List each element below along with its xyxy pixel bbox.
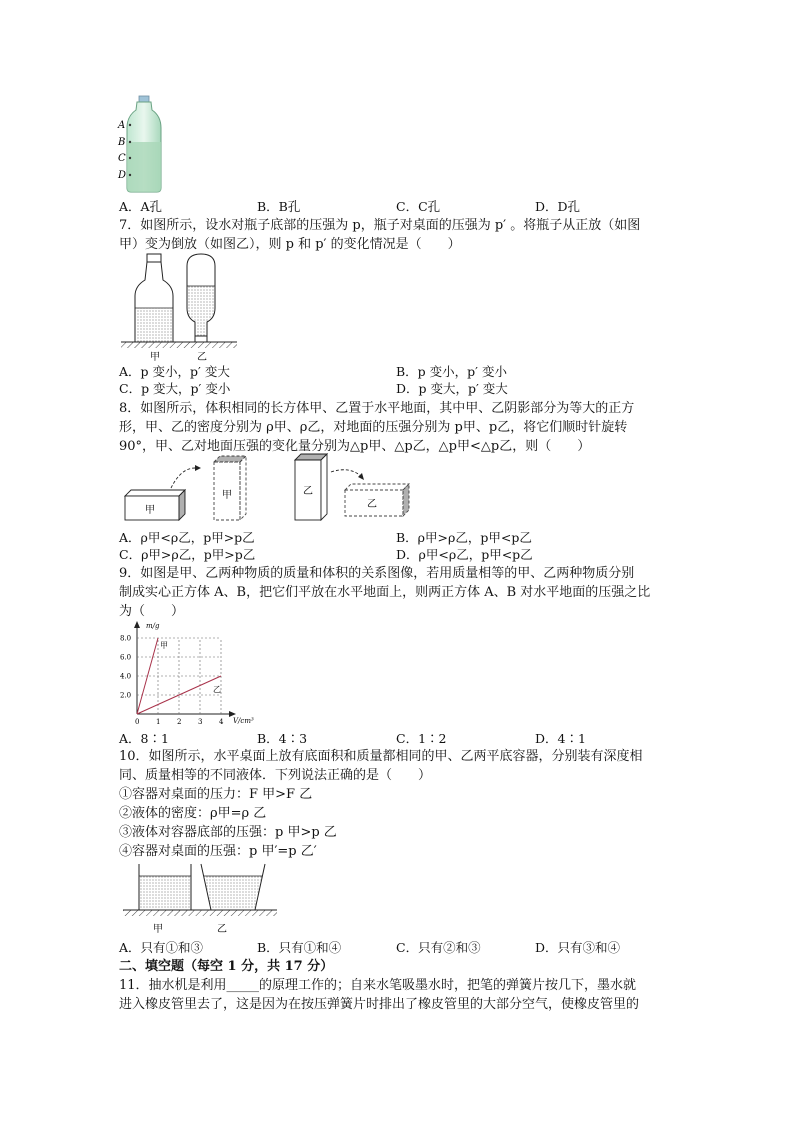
y-tick-label: 2.0 xyxy=(120,691,132,700)
q8-stem-line2: 形，甲、乙的密度分别为 ρ甲、ρ乙，对地面的压强分别为 p甲、p乙，将它们顺时针旋转 xyxy=(119,420,628,435)
q6-option-c: C．C孔 xyxy=(396,199,441,214)
q6-option-a: A．A孔 xyxy=(119,199,163,214)
q7-table xyxy=(121,342,237,348)
x-tick-label: 1 xyxy=(156,718,161,726)
q8-blocks-figure xyxy=(119,452,419,526)
q8-stem-line3: 90°，甲、乙对地面压强的变化量分别为△p甲、△p乙，△p甲<△p乙，则（ ） xyxy=(119,439,591,454)
q8-option-c: C．ρ甲>ρ乙，p甲>p乙 xyxy=(119,547,256,562)
q10-statement-3: ③液体对容器底部的压强：p 甲>p 乙 xyxy=(119,825,337,840)
bottle-label-d: D xyxy=(118,170,127,181)
q8-label-yi-1: 乙 xyxy=(303,486,313,497)
q8-option-a: A．ρ甲<ρ乙，p甲>p乙 xyxy=(119,530,255,545)
hole-d xyxy=(129,174,131,176)
section-heading: 二、填空题（每空 1 分，共 17 分） xyxy=(119,959,334,974)
bottle-cap xyxy=(139,96,149,102)
q7-stem-line2: 甲）变为倒放（如图乙），则 p 和 p′ 的变化情况是（ ） xyxy=(119,237,461,252)
q10-option-b: B．只有①和④ xyxy=(257,940,342,955)
q9-stem-line2: 制成实心正方体 A、B，把它们平放在水平地面上，则两正方体 A、B 对水平地面的压强之比 xyxy=(119,585,651,600)
q11-line1: 11．抽水机是利用_____的原理工作的；自来水笔吸墨水时，把笔的弹簧片按几下，墨水就 xyxy=(119,978,637,993)
y-tick-label: 8.0 xyxy=(120,634,132,643)
q10-label-jia: 甲 xyxy=(153,924,163,935)
q10-stem-line2: 同、质量相等的不同液体．下列说法正确的是（ ） xyxy=(119,768,432,783)
q10-statement-2: ②液体的密度：ρ甲=ρ 乙 xyxy=(119,806,267,821)
x-tick-label: 4 xyxy=(219,718,224,726)
q8-option-b: B．ρ甲>ρ乙，p甲<p乙 xyxy=(396,530,532,545)
q7-option-b: B．p 变小，p′ 变小 xyxy=(396,364,507,379)
q9-option-a: A．8∶1 xyxy=(119,731,169,746)
q7-bottles-figure xyxy=(119,250,239,362)
bottle-jia-water xyxy=(136,308,173,342)
q10-containers-figure xyxy=(119,858,279,938)
container-jia-liquid xyxy=(140,876,191,910)
bottle-yi-cap xyxy=(195,336,207,342)
q9-stem-line1: 9．如图是甲、乙两种物质的质量和体积的关系图像，若用质量相等的甲、乙两种物质分别 xyxy=(119,566,635,581)
q6-bottle-figure xyxy=(115,94,167,194)
q6-option-d: D．D孔 xyxy=(535,199,581,214)
x-axis-label: V/cm³ xyxy=(233,717,254,725)
q9-option-c: C．1∶2 xyxy=(396,731,447,746)
bottle-yi-water xyxy=(188,286,215,336)
q9-option-d: D．4∶1 xyxy=(535,731,586,746)
bottle-water xyxy=(127,142,161,192)
q9-stem-line3: 为（ ） xyxy=(119,604,185,619)
bottle-label-c: C xyxy=(118,153,126,164)
q10-stem-line1: 10．如图所示，水平桌面上放有底面积和质量都相同的甲、乙两平底容器，分别装有深度相 xyxy=(119,749,643,764)
q7-option-a: A．p 变小，p′ 变大 xyxy=(119,364,230,379)
q11-line2: 进入橡皮管里去了，这是因为在按压弹簧片时排出了橡皮管里的大部分空气，使橡皮管里的 xyxy=(119,997,640,1012)
q10-statement-4: ④容器对桌面的压强：p 甲′=p 乙′ xyxy=(119,844,317,859)
q10-option-c: C．只有②和③ xyxy=(396,940,481,955)
x-tick-0: 0 xyxy=(135,718,140,726)
q10-label-yi: 乙 xyxy=(217,924,227,935)
q7-option-c: C．p 变大，p′ 变小 xyxy=(119,381,231,396)
q10-option-d: D．只有③和④ xyxy=(535,940,621,955)
bottle-label-a: A xyxy=(118,120,126,131)
bottle-jia-cap xyxy=(147,254,161,262)
q9-mass-volume-chart xyxy=(119,620,269,728)
q9-option-b: B．4∶3 xyxy=(257,731,308,746)
hole-a xyxy=(129,124,131,126)
hole-b xyxy=(129,141,131,143)
x-tick-label: 2 xyxy=(177,718,182,726)
q8-stem-line1: 8．如图所示，体积相同的长方体甲、乙置于水平地面，其中甲、乙阴影部分为等大的正方 xyxy=(119,401,635,416)
series-label-1: 乙 xyxy=(213,685,221,694)
q7-label-yi: 乙 xyxy=(197,352,207,362)
y-axis-label: m/g xyxy=(146,622,160,630)
y-tick-label: 4.0 xyxy=(120,672,132,681)
x-tick-label: 3 xyxy=(198,718,203,726)
series-label-0: 甲 xyxy=(160,641,168,650)
q8-label-jia-1: 甲 xyxy=(145,505,155,516)
container-yi-liquid xyxy=(204,876,263,910)
q8-label-yi-2: 乙 xyxy=(367,499,377,510)
y-tick-label: 6.0 xyxy=(120,653,132,662)
q6-option-b: B．B孔 xyxy=(257,199,301,214)
q7-stem-line1: 7．如图所示，设水对瓶子底部的压强为 p，瓶子对桌面的压强为 p′ 。将瓶子从正放（如图 xyxy=(119,218,641,233)
hole-c xyxy=(129,157,131,159)
q8-option-d: D．ρ甲<ρ乙，p甲<p乙 xyxy=(396,547,533,562)
q10-statement-1: ①容器对桌面的压力：F 甲>F 乙 xyxy=(119,787,313,802)
bottle-label-b: B xyxy=(118,137,126,148)
q8-label-jia-2: 甲 xyxy=(222,490,232,501)
q10-option-a: A．只有①和③ xyxy=(119,940,204,955)
q7-label-jia: 甲 xyxy=(150,352,160,362)
q10-table xyxy=(123,910,277,916)
q7-option-d: D．p 变大，p′ 变大 xyxy=(396,381,508,396)
